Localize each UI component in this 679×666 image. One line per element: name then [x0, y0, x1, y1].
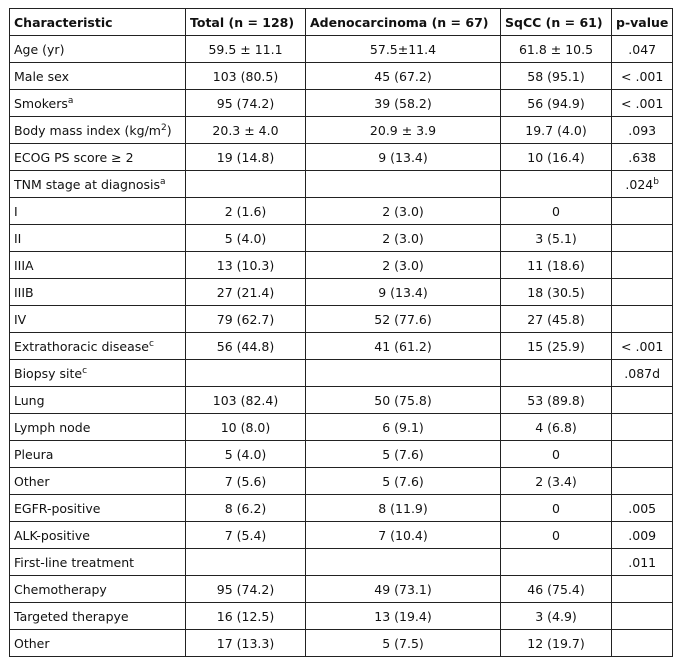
characteristic-label: IIIB: [14, 284, 34, 300]
cell-adenocarcinoma: 2 (3.0): [306, 198, 501, 225]
cell-p-value: [612, 468, 673, 495]
table-row: [10, 441, 673, 468]
characteristic-label: Smokers: [14, 95, 68, 111]
cell-adenocarcinoma: 8 (11.9): [306, 495, 501, 522]
characteristic-label: ALK-positive: [14, 527, 90, 543]
characteristic-label: IV: [14, 311, 27, 327]
cell-total: 56 (44.8): [186, 333, 306, 360]
cell-characteristic: [10, 522, 186, 549]
cell-adenocarcinoma: 6 (9.1): [306, 414, 501, 441]
cell-characteristic: [10, 360, 186, 387]
p-value-text: .005: [628, 500, 657, 516]
characteristic-label-tail: ): [166, 122, 172, 138]
cell-adenocarcinoma: 45 (67.2): [306, 63, 501, 90]
cell-p-value: [612, 603, 673, 630]
characteristic-label: Chemotherapy: [14, 581, 107, 597]
table-row: [10, 630, 673, 657]
cell-adenocarcinoma: [306, 549, 501, 576]
characteristic-label: Pleura: [14, 446, 54, 462]
table-row: [10, 522, 673, 549]
cell-characteristic: [10, 225, 186, 252]
table-row: [10, 495, 673, 522]
cell-total: 20.3 ± 4.0: [186, 117, 306, 144]
cell-characteristic: [10, 495, 186, 522]
table-row: [10, 576, 673, 603]
cell-adenocarcinoma: 39 (58.2): [306, 90, 501, 117]
header-characteristic: Characteristic: [10, 9, 186, 36]
cell-total: [186, 171, 306, 198]
characteristic-label: Biopsy site: [14, 365, 83, 381]
cell-adenocarcinoma: 49 (73.1): [306, 576, 501, 603]
cell-characteristic: [10, 333, 186, 360]
table-row: [10, 306, 673, 333]
table-row: [10, 252, 673, 279]
cell-total: [186, 549, 306, 576]
characteristic-label: Targeted therapye: [14, 608, 129, 624]
table-row: [10, 171, 673, 198]
cell-total: 95 (74.2): [186, 90, 306, 117]
cell-adenocarcinoma: 20.9 ± 3.9: [306, 117, 501, 144]
cell-sqcc: 0: [501, 522, 612, 549]
cell-total: 8 (6.2): [186, 495, 306, 522]
cell-adenocarcinoma: 5 (7.5): [306, 630, 501, 657]
footnote-marker: 2: [160, 122, 167, 133]
cell-sqcc: 4 (6.8): [501, 414, 612, 441]
table-row: [10, 225, 673, 252]
table-row: [10, 36, 673, 63]
cell-p-value: [612, 171, 673, 198]
cell-characteristic: [10, 117, 186, 144]
cell-p-value: [612, 549, 673, 576]
header-sqcc: SqCC (n = 61): [501, 9, 612, 36]
header-adenocarcinoma: Adenocarcinoma (n = 67): [306, 9, 501, 36]
p-value-text: .047: [628, 41, 657, 57]
cell-characteristic: [10, 414, 186, 441]
footnote-marker: a: [67, 95, 74, 106]
cell-sqcc: 58 (95.1): [501, 63, 612, 90]
cell-adenocarcinoma: 13 (19.4): [306, 603, 501, 630]
cell-characteristic: [10, 63, 186, 90]
cell-characteristic: [10, 90, 186, 117]
characteristic-label: I: [14, 203, 18, 219]
characteristic-label: Lymph node: [14, 419, 91, 435]
header-row: [10, 9, 673, 36]
cell-adenocarcinoma: 9 (13.4): [306, 144, 501, 171]
cell-adenocarcinoma: [306, 171, 501, 198]
characteristic-label: II: [14, 230, 22, 246]
table-row: [10, 279, 673, 306]
cell-sqcc: 19.7 (4.0): [501, 117, 612, 144]
table-row: [10, 603, 673, 630]
cell-sqcc: [501, 171, 612, 198]
cell-total: 2 (1.6): [186, 198, 306, 225]
cell-characteristic: [10, 279, 186, 306]
cell-p-value: [612, 387, 673, 414]
cell-sqcc: 61.8 ± 10.5: [501, 36, 612, 63]
cell-adenocarcinoma: 41 (61.2): [306, 333, 501, 360]
cell-characteristic: [10, 36, 186, 63]
characteristic-label: Other: [14, 635, 50, 651]
cell-sqcc: 56 (94.9): [501, 90, 612, 117]
cell-total: 10 (8.0): [186, 414, 306, 441]
cell-total: 19 (14.8): [186, 144, 306, 171]
cell-p-value: [612, 198, 673, 225]
table-row: [10, 360, 673, 387]
cell-sqcc: 18 (30.5): [501, 279, 612, 306]
p-value-text: .024: [625, 176, 654, 192]
cell-p-value: [612, 225, 673, 252]
characteristic-label: First-line treatment: [14, 554, 135, 570]
cell-characteristic: [10, 630, 186, 657]
header-p-value: p-value: [612, 9, 673, 36]
cell-total: 103 (82.4): [186, 387, 306, 414]
p-value-text: < .001: [621, 68, 664, 84]
p-value-text: .087d: [624, 365, 661, 381]
cell-sqcc: 46 (75.4): [501, 576, 612, 603]
cell-sqcc: 3 (4.9): [501, 603, 612, 630]
cell-p-value: [612, 441, 673, 468]
footnote-marker: b: [653, 176, 659, 187]
cell-sqcc: 3 (5.1): [501, 225, 612, 252]
cell-adenocarcinoma: 5 (7.6): [306, 468, 501, 495]
characteristic-label: Body mass index (kg/m: [14, 122, 161, 138]
cell-p-value: [612, 117, 673, 144]
characteristics-table: [9, 8, 673, 657]
cell-p-value: [612, 333, 673, 360]
characteristic-label: Age (yr): [14, 41, 65, 57]
table-row: [10, 198, 673, 225]
cell-adenocarcinoma: 50 (75.8): [306, 387, 501, 414]
cell-characteristic: [10, 576, 186, 603]
cell-sqcc: 12 (19.7): [501, 630, 612, 657]
table-container: [9, 8, 673, 657]
cell-p-value: [612, 522, 673, 549]
cell-p-value: [612, 630, 673, 657]
cell-sqcc: 0: [501, 198, 612, 225]
cell-characteristic: [10, 387, 186, 414]
table-body: [10, 36, 673, 657]
cell-total: [186, 360, 306, 387]
cell-characteristic: [10, 603, 186, 630]
cell-sqcc: 15 (25.9): [501, 333, 612, 360]
footnote-marker: c: [148, 338, 154, 349]
p-value-text: < .001: [621, 95, 664, 111]
cell-p-value: [612, 495, 673, 522]
characteristic-label: ECOG PS score ≥ 2: [14, 149, 134, 165]
cell-p-value: [612, 279, 673, 306]
cell-adenocarcinoma: 5 (7.6): [306, 441, 501, 468]
cell-sqcc: 0: [501, 441, 612, 468]
table-row: [10, 144, 673, 171]
cell-total: 5 (4.0): [186, 441, 306, 468]
characteristic-label: Lung: [14, 392, 45, 408]
cell-characteristic: [10, 306, 186, 333]
cell-total: 103 (80.5): [186, 63, 306, 90]
cell-total: 5 (4.0): [186, 225, 306, 252]
cell-total: 13 (10.3): [186, 252, 306, 279]
cell-total: 7 (5.4): [186, 522, 306, 549]
characteristic-label: Extrathoracic disease: [14, 338, 149, 354]
cell-characteristic: [10, 441, 186, 468]
table-row: [10, 468, 673, 495]
cell-sqcc: 2 (3.4): [501, 468, 612, 495]
footnote-marker: a: [160, 176, 166, 187]
characteristic-label: IIIA: [14, 257, 34, 273]
table-row: [10, 387, 673, 414]
cell-total: 27 (21.4): [186, 279, 306, 306]
cell-characteristic: [10, 171, 186, 198]
table-row: [10, 90, 673, 117]
cell-sqcc: [501, 360, 612, 387]
cell-characteristic: [10, 198, 186, 225]
cell-p-value: [612, 360, 673, 387]
p-value-text: .093: [628, 122, 657, 138]
cell-p-value: [612, 144, 673, 171]
characteristic-label: Other: [14, 473, 50, 489]
p-value-text: .011: [628, 554, 657, 570]
cell-sqcc: [501, 549, 612, 576]
table-row: [10, 117, 673, 144]
cell-total: 95 (74.2): [186, 576, 306, 603]
cell-p-value: [612, 90, 673, 117]
cell-adenocarcinoma: 9 (13.4): [306, 279, 501, 306]
footnote-marker: c: [82, 365, 88, 376]
cell-p-value: [612, 252, 673, 279]
table-row: [10, 63, 673, 90]
characteristic-label: EGFR-positive: [14, 500, 101, 516]
cell-p-value: [612, 576, 673, 603]
cell-p-value: [612, 36, 673, 63]
cell-adenocarcinoma: 7 (10.4): [306, 522, 501, 549]
characteristic-label: Male sex: [14, 68, 69, 84]
p-value-text: .009: [628, 527, 657, 543]
cell-sqcc: 10 (16.4): [501, 144, 612, 171]
p-value-text: < .001: [621, 338, 664, 354]
cell-sqcc: 11 (18.6): [501, 252, 612, 279]
cell-p-value: [612, 306, 673, 333]
cell-adenocarcinoma: [306, 360, 501, 387]
cell-total: 16 (12.5): [186, 603, 306, 630]
header-total: Total (n = 128): [186, 9, 306, 36]
cell-p-value: [612, 63, 673, 90]
cell-characteristic: [10, 144, 186, 171]
table-row: [10, 333, 673, 360]
cell-characteristic: [10, 468, 186, 495]
p-value-text: .638: [628, 149, 657, 165]
cell-sqcc: 27 (45.8): [501, 306, 612, 333]
cell-characteristic: [10, 252, 186, 279]
cell-adenocarcinoma: 57.5±11.4: [306, 36, 501, 63]
cell-total: 7 (5.6): [186, 468, 306, 495]
cell-total: 59.5 ± 11.1: [186, 36, 306, 63]
cell-adenocarcinoma: 2 (3.0): [306, 225, 501, 252]
table-row: [10, 549, 673, 576]
table-row: [10, 414, 673, 441]
cell-p-value: [612, 414, 673, 441]
cell-total: 17 (13.3): [186, 630, 306, 657]
characteristic-label: TNM stage at diagnosis: [14, 176, 161, 192]
cell-adenocarcinoma: 52 (77.6): [306, 306, 501, 333]
cell-adenocarcinoma: 2 (3.0): [306, 252, 501, 279]
cell-sqcc: 0: [501, 495, 612, 522]
cell-total: 79 (62.7): [186, 306, 306, 333]
cell-sqcc: 53 (89.8): [501, 387, 612, 414]
cell-characteristic: [10, 549, 186, 576]
